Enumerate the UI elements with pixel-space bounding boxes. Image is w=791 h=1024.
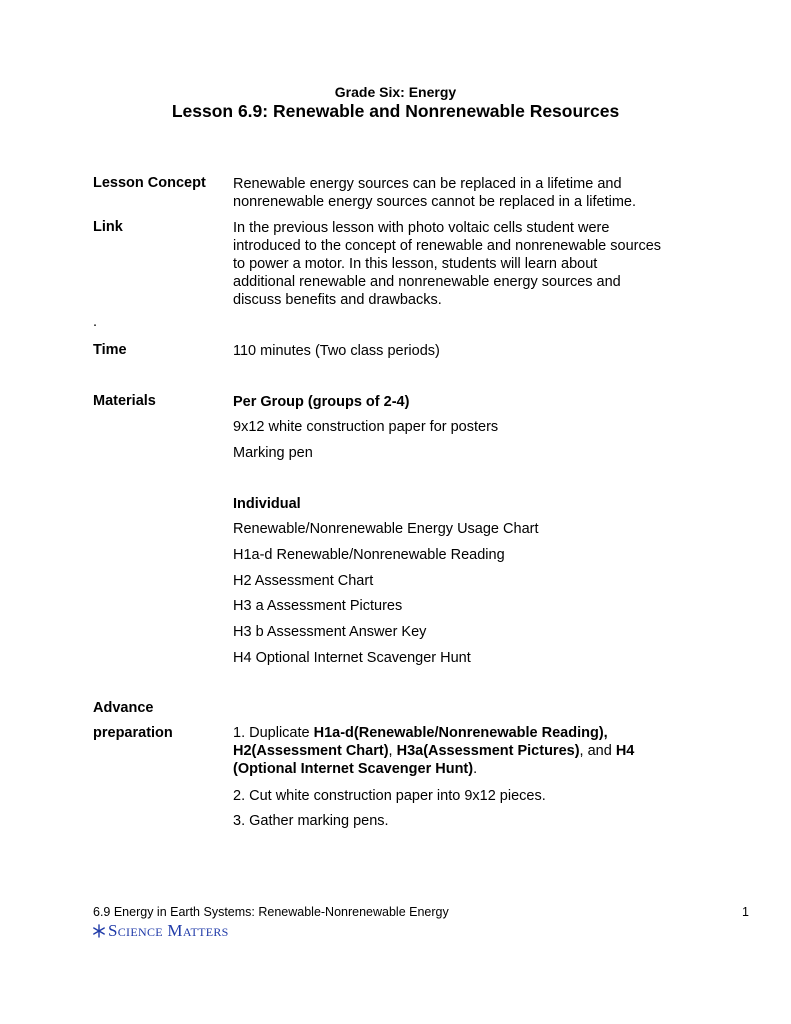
footer-text: 6.9 Energy in Earth Systems: Renewable-Nonrenewable Energy (93, 905, 449, 919)
material-item: H4 Optional Internet Scavenger Hunt (233, 650, 471, 666)
concept-label: Lesson Concept (93, 175, 206, 191)
separator-dot: . (93, 314, 98, 330)
step1-sep: , and (579, 743, 616, 759)
step1-sep: , (388, 743, 397, 759)
step1-prefix: 1. Duplicate (233, 725, 314, 741)
preparation-label: preparation (93, 725, 173, 741)
link-line: to power a motor. In this lesson, students will learn about (233, 256, 598, 272)
link-line: discuss benefits and drawbacks. (233, 292, 442, 308)
individual-heading: Individual (233, 496, 301, 512)
link-text (233, 219, 713, 309)
step1-handout-h4: H4 (615, 743, 635, 759)
link-line: In the previous lesson with photo voltaic cells student were (233, 220, 610, 236)
material-item: Renewable/Nonrenewable Energy Usage Chart (233, 521, 539, 537)
time-value: 110 minutes (Two class periods) (233, 343, 440, 359)
materials-label: Materials (93, 393, 156, 409)
material-item: H3 b Assessment Answer Key (233, 624, 427, 640)
step1-handout-h4-title: (Optional Internet Scavenger Hunt) (233, 761, 474, 777)
lesson-title: Lesson 6.9: Renewable and Nonrenewable Resources (171, 101, 620, 121)
concept-line: nonrenewable energy sources cannot be replaced in a lifetime. (233, 194, 637, 210)
group-heading: Per Group (groups of 2-4) (233, 394, 410, 410)
science-matters-logo (92, 921, 229, 941)
material-item: 9x12 white construction paper for posters (233, 419, 499, 435)
step1-handout-h1: H1a-d(Renewable/Nonrenewable Reading), (313, 725, 608, 741)
logo-text: Science Matters (108, 921, 229, 940)
concept-text (233, 175, 713, 211)
grade-heading: Grade Six: Energy (334, 84, 457, 100)
step1-handout-h2: H2(Assessment Chart) (233, 743, 389, 759)
prep-step-2: 2. Cut white construction paper into 9x12 pieces. (233, 788, 546, 804)
link-line: additional renewable and nonrenewable energy sources and (233, 274, 621, 290)
prep-step-1 (233, 724, 713, 778)
link-label: Link (93, 219, 123, 235)
advance-label: Advance (93, 700, 154, 716)
prep-step-3: 3. Gather marking pens. (233, 813, 389, 829)
material-item: H3 a Assessment Pictures (233, 598, 403, 614)
concept-line: Renewable energy sources can be replaced in a lifetime and (233, 176, 622, 192)
step1-end: . (473, 761, 478, 777)
material-item: Marking pen (233, 445, 313, 461)
step1-handout-h3: H3a(Assessment Pictures) (396, 743, 580, 759)
page-number: 1 (742, 905, 749, 919)
material-item: H2 Assessment Chart (233, 573, 374, 589)
snowflake-icon (92, 924, 106, 938)
link-line: introduced to the concept of renewable and nonrenewable sources (233, 238, 662, 254)
material-item: H1a-d Renewable/Nonrenewable Reading (233, 547, 505, 563)
time-label: Time (93, 342, 127, 358)
